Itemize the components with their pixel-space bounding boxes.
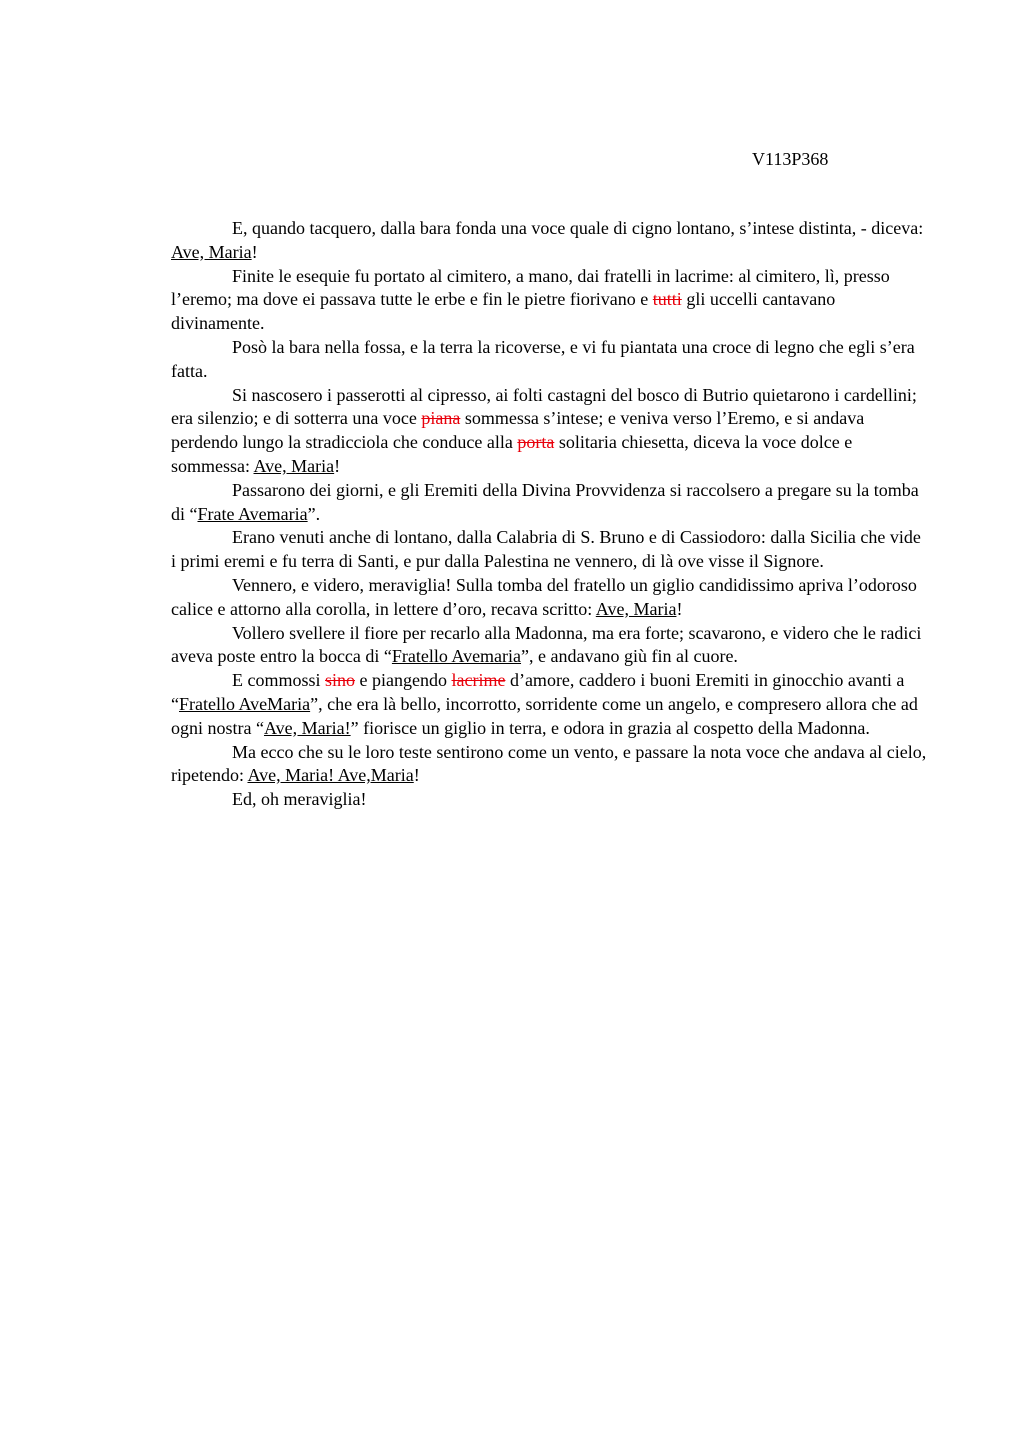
text-segment: d’amore, caddero i buoni Eremiti in ginocchio avanti a “	[171, 670, 905, 714]
deleted-text: tutti	[652, 289, 682, 310]
paragraph	[171, 336, 927, 384]
deleted-text: lacrime	[451, 670, 506, 691]
paragraph	[171, 669, 927, 740]
paragraph	[171, 526, 927, 574]
text-segment: Vollero svellere il fiore per recarlo alla Madonna, ma era forte; scavarono, e videro che le radici aveva poste entro la bocca di “	[171, 622, 922, 667]
text-segment: Vennero, e videro, meraviglia! Sulla tomba del fratello un giglio candidissimo apriva l’odoroso calice e attorno alla corolla, in lettere d’oro, recava scritto:	[171, 574, 917, 619]
underlined-text: Ave, Maria	[253, 455, 335, 476]
paragraph	[171, 741, 927, 789]
text-segment: Posò la bara nella fossa, e la terra la ricoverse, e vi fu piantata una croce di legno che egli s’era fatta.	[171, 336, 915, 381]
text-segment: ”, che era là bello, incorrotto, sorridente come un angelo, e compresero allora che ad ogni nostra “	[171, 693, 918, 738]
text-segment: !	[676, 598, 683, 619]
text-segment: ”, e andavano giù fin al cuore.	[521, 646, 738, 667]
text-segment: Ma ecco che su le loro teste sentirono come un vento, e passare la nota voce che andava al cielo, ripetendo:	[171, 741, 927, 786]
text-segment: e piangendo	[355, 670, 452, 691]
underlined-text: Ave, Maria! Ave,Maria	[247, 765, 414, 786]
paragraph	[171, 265, 927, 336]
underlined-text: Ave, Maria	[171, 241, 252, 262]
text-segment: Passarono dei giorni, e gli Eremiti della Divina Provvidenza si raccolsero a pregare su la tomba di “	[171, 479, 919, 524]
paragraph	[171, 788, 927, 812]
text-segment: Finite le esequie fu portato al cimitero, a mano, dai fratelli in lacrime: al cimitero, lì, presso l’eremo; ma dove ei passava tutte le erbe e fin le pietre fiorivano e	[171, 265, 890, 310]
text-segment: !	[334, 455, 341, 476]
text-segment: solitaria chiesetta, diceva la voce dolce e sommessa:	[171, 432, 853, 476]
text-segment: Erano venuti anche di lontano, dalla Calabria di S. Bruno e di Cassiodoro: dalla Sicilia che vide i primi eremi e fu terra di Santi, e pur dalla Palestina ne vennero, di là ove visse il Signore.	[171, 527, 921, 572]
paragraph	[171, 479, 927, 527]
text-segment: gli uccelli cantavano divinamente.	[171, 289, 836, 334]
text-segment: E, quando tacquero, dalla bara fonda una voce quale di cigno lontano, s’intese distinta, - diceva:	[232, 218, 924, 238]
paragraph	[171, 384, 927, 479]
text-segment: sommessa s’intese; e veniva verso l’Eremo, e si andava perdendo lungo la stradicciola che conduce alla	[171, 408, 865, 453]
document-body	[171, 217, 927, 812]
text-segment: !	[251, 241, 258, 262]
text-segment: Ed, oh meraviglia!	[232, 789, 367, 810]
deleted-text: piana	[421, 408, 461, 429]
text-segment: ”.	[307, 503, 321, 524]
text-segment: !	[413, 765, 420, 786]
paragraph	[171, 622, 927, 670]
underlined-text: Frate Avemaria	[197, 503, 308, 524]
text-segment: ” fiorisce un giglio in terra, e odora in grazia al cospetto della Madonna.	[350, 717, 870, 738]
paragraph	[171, 574, 927, 622]
deleted-text: porta	[517, 432, 555, 453]
underlined-text: Ave, Maria	[595, 598, 677, 619]
text-segment: E commossi	[232, 670, 325, 691]
underlined-text: Fratello Avemaria	[391, 646, 522, 667]
underlined-text: Ave, Maria!	[263, 717, 351, 738]
paragraph	[171, 217, 927, 265]
underlined-text: Fratello AveMaria	[179, 693, 311, 714]
document-id: V113P368	[752, 149, 829, 169]
text-segment: Si nascosero i passerotti al cipresso, ai folti castagni del bosco di Butrio quietarono i cardellini; era silenzio; e di sotterra una voce	[171, 384, 917, 429]
deleted-text: sino	[325, 670, 356, 691]
